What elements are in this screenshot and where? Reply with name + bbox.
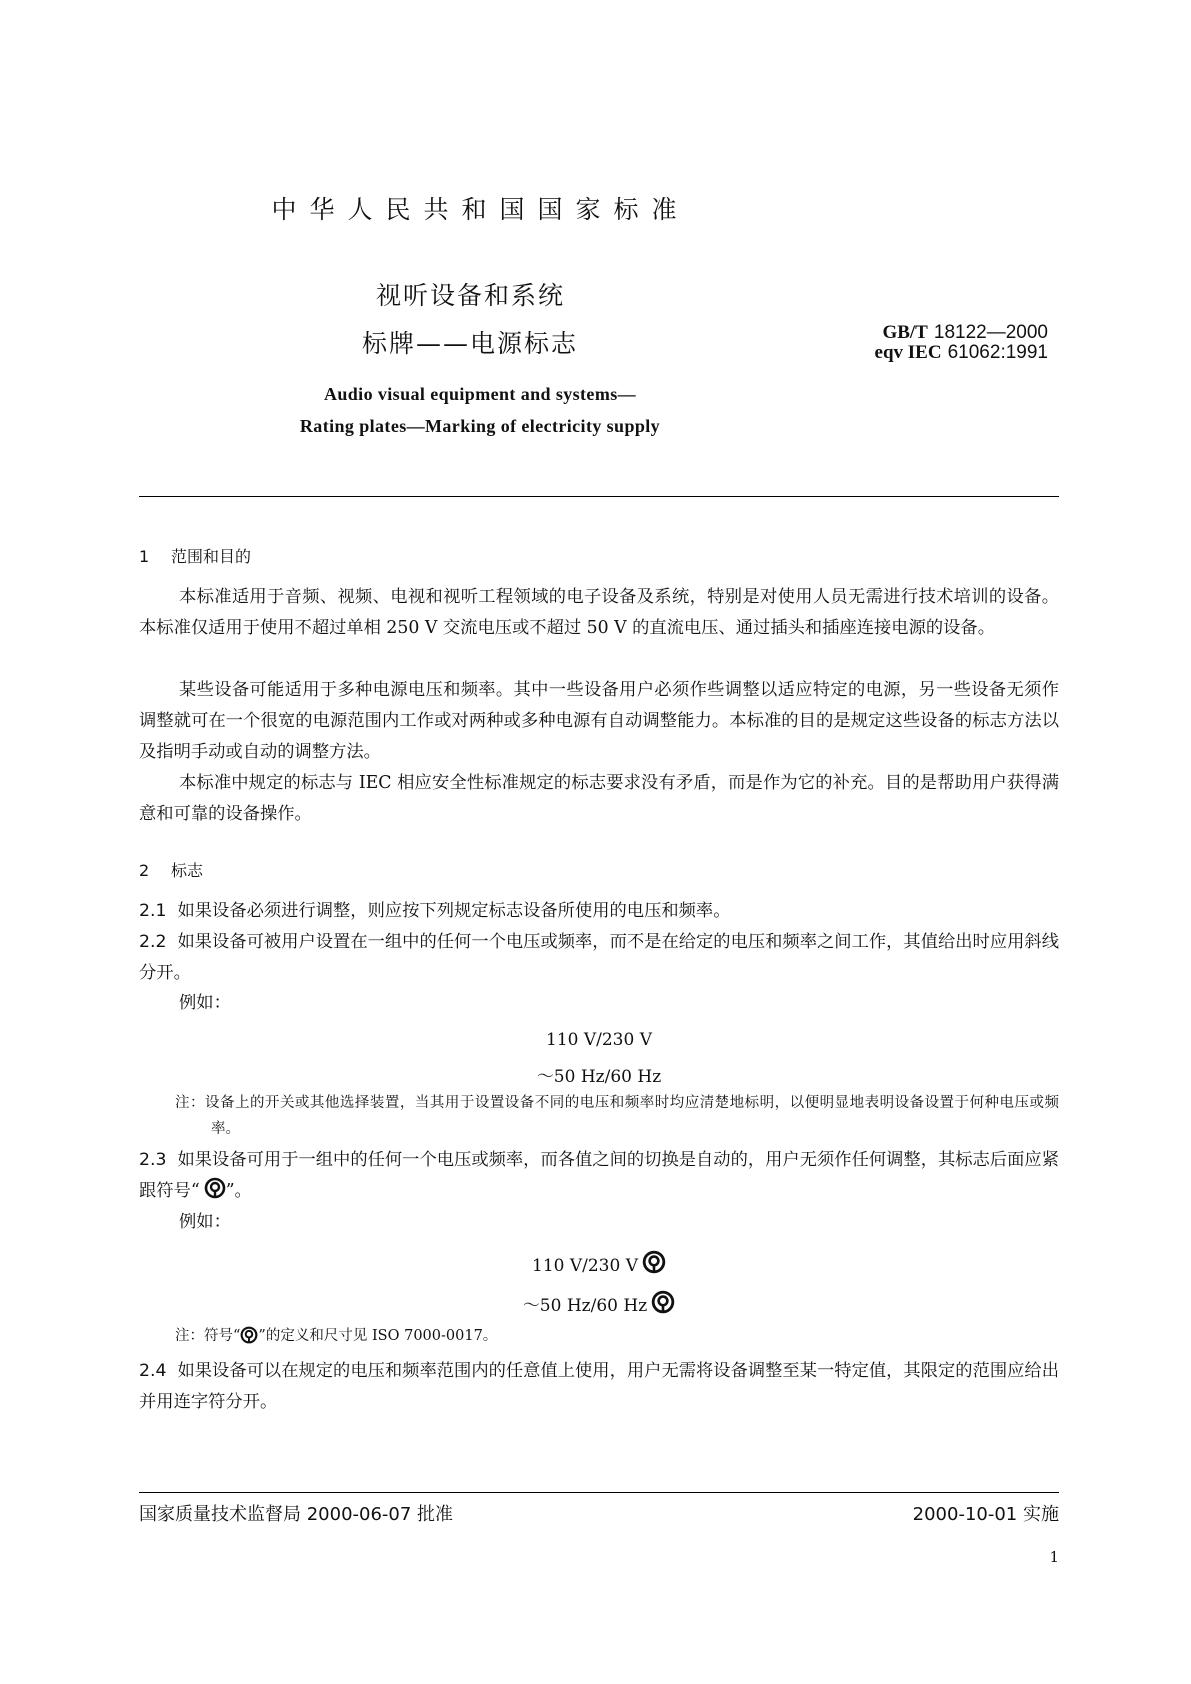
equivalent-prefix: eqv IEC — [874, 342, 942, 363]
section-1-paragraph-3: 本标准中规定的标志与 IEC 相应安全性标准规定的标志要求没有矛盾，而是作为它的补充。目的是帮助用户获得满意和可靠的设备操作。 — [139, 773, 1059, 824]
header-divider — [139, 496, 1059, 497]
standard-code-number: 18122—2000 — [933, 322, 1048, 343]
clause-2-4 — [139, 1356, 1059, 1418]
clause-2-3 — [139, 1145, 1059, 1210]
clause-2-4-text: 如果设备可以在规定的电压和频率范围内的任意值上使用，用户无需将设备调整至某一特定值，其限定的范围应给出并用连字符分开。 — [139, 1361, 1059, 1412]
example-2-3-frequency — [139, 1290, 1059, 1319]
implementation-line: 2000-10-01 实施 — [912, 1504, 1059, 1525]
clause-2-3-text: 如果设备可用于一组中的任何一个电压或频率，而各值之间的切换是自动的，用户无须作任何调整，其标志后面应紧跟符号“ — [139, 1150, 1059, 1201]
title-en-line2: Rating plates—Marking of electricity supply — [299, 416, 661, 436]
title-en-line1: Audio visual equipment and systems— — [323, 384, 637, 404]
section-1-paragraph-1: 本标准适用于音频、视频、电视和视听工程领域的电子设备及系统，特别是对使用人员无需进行技术培训的设备。本标准仅适用于使用不超过单相 250 V 交流电压或不超过 50 V 的直流电压、通过插头和插座连接电源的设备。 — [139, 587, 1059, 638]
equivalent-number: 61062:1991 — [947, 342, 1048, 363]
section-1-number: 1 — [139, 547, 150, 566]
standard-code-prefix: GB/T — [882, 322, 928, 343]
standard-code — [882, 322, 1048, 343]
clause-2-2-label: 2.2 — [139, 932, 167, 952]
clause-2-1-text: 如果设备必须进行调整，则应按下列规定标志设备所使用的电压和频率。 — [177, 901, 731, 921]
section-1-heading — [139, 544, 251, 567]
note-2-2-text: 注：设备上的开关或其他选择装置，当其用于设置设备不同的电压和频率时均应清楚地标明，以便明显地表明设备设置于何种电压或频率。 — [175, 1095, 1059, 1137]
note-2-3-text-end: ”的定义和尺寸见 ISO 7000-0017。 — [258, 1328, 498, 1344]
clause-2-3-text-end: ”。 — [225, 1181, 252, 1201]
section-2-title: 标志 — [171, 861, 204, 880]
example-2-3-frequency-text: ～50 Hz/60 Hz — [522, 1296, 648, 1316]
auto-switch-icon — [642, 1250, 666, 1279]
clause-2-1 — [139, 896, 1059, 927]
example-2-3-voltage-text: 110 V/230 V — [532, 1256, 638, 1276]
clause-2-2-text: 如果设备可被用户设置在一组中的任何一个电压或频率，而不是在给定的电压和频率之间工作，其值给出时应用斜线分开。 — [139, 932, 1059, 983]
auto-switch-icon — [651, 1290, 675, 1319]
approval-line: 国家质量技术监督局 2000-06-07 批准 — [139, 1504, 454, 1525]
note-2-3-text: 注：符号“ — [175, 1328, 241, 1344]
section-1-paragraph-2: 某些设备可能适用于多种电源电压和频率。其中一些设备用户必须作些调整以适应特定的电源，另一些设备无须作调整就可在一个很宽的电源范围内工作或对两种或多种电源有自动调整能力。本标准的目的是规定这些设备的标志方法以及指明手动或自动的调整方法。 — [139, 680, 1059, 762]
auto-switch-icon — [240, 1326, 258, 1353]
clause-2-2 — [139, 927, 1059, 989]
clause-2-1-label: 2.1 — [139, 901, 167, 921]
auto-switch-icon — [204, 1177, 226, 1210]
example-label-2-2: 例如： — [179, 993, 231, 1013]
title-zh-line2: 标牌——电源标志 — [362, 329, 579, 358]
note-2-3 — [175, 1323, 1059, 1353]
page-number: 1 — [1049, 1548, 1059, 1566]
section-2-heading — [139, 858, 203, 881]
title-zh-line1: 视听设备和系统 — [376, 281, 566, 310]
example-2-3-voltage — [139, 1250, 1059, 1279]
section-2-number: 2 — [139, 861, 150, 880]
note-2-2 — [175, 1090, 1059, 1142]
national-standard-heading: 中华人民共和国国家标准 — [271, 195, 690, 224]
example-2-2-voltage: 110 V/230 V — [546, 1030, 652, 1050]
example-label-2-3: 例如： — [179, 1212, 231, 1232]
clause-2-4-label: 2.4 — [139, 1361, 167, 1381]
equivalent-standard — [875, 342, 1048, 363]
section-1-title: 范围和目的 — [171, 547, 252, 566]
clause-2-3-label: 2.3 — [139, 1150, 167, 1170]
footer-divider — [139, 1492, 1059, 1493]
example-2-2-frequency: ～50 Hz/60 Hz — [536, 1067, 662, 1087]
